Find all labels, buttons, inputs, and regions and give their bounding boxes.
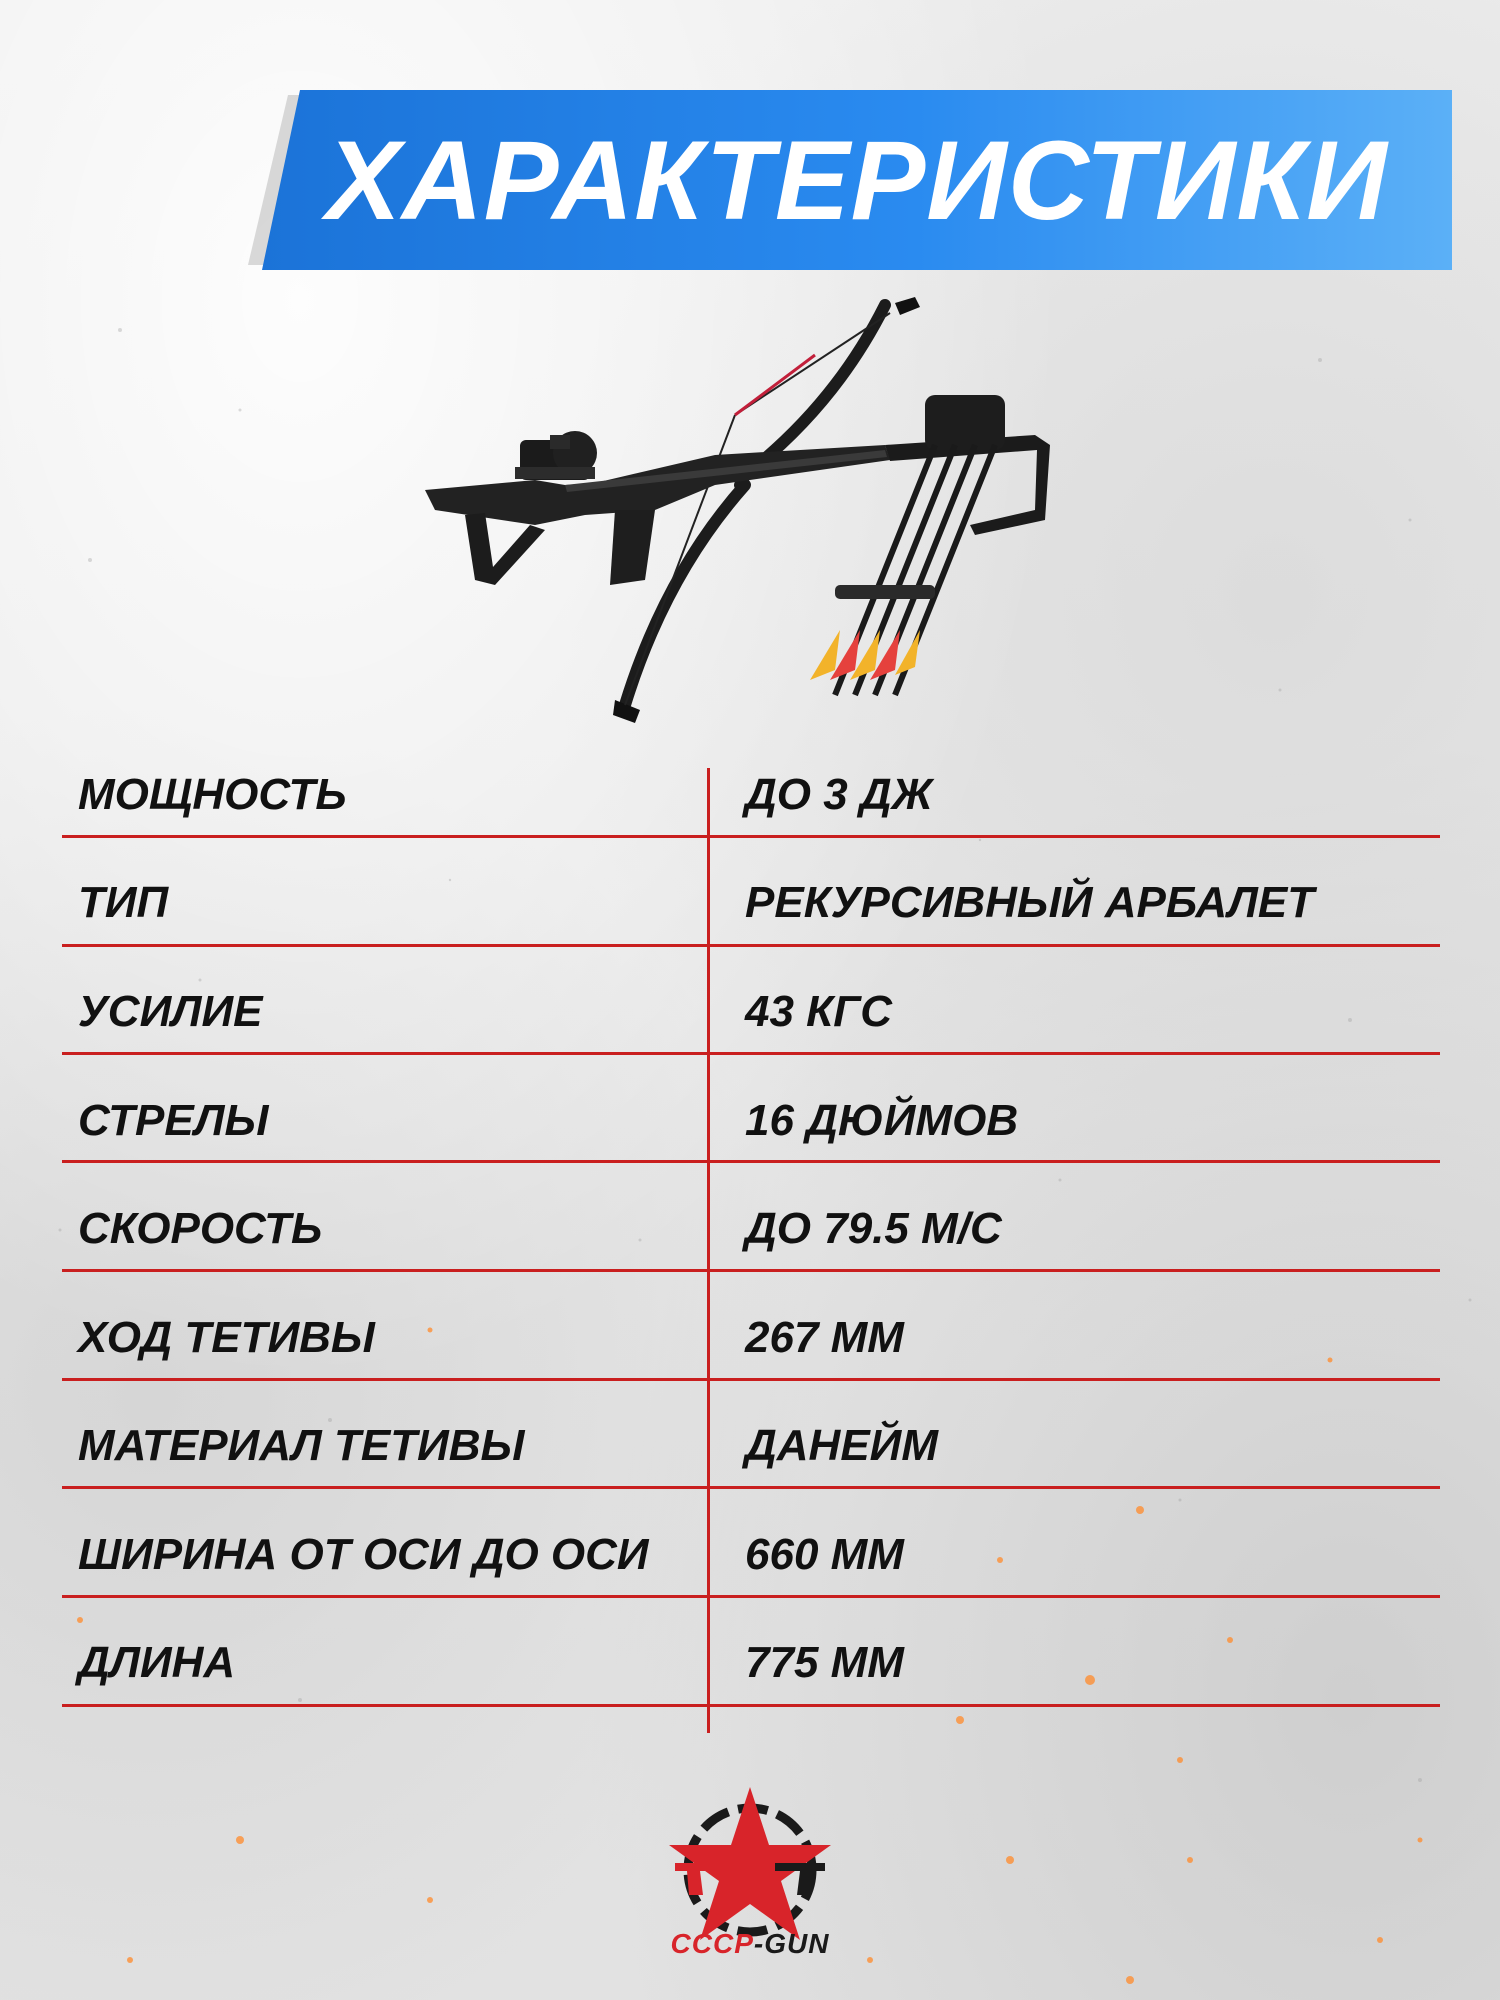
brand-name-part2: -GUN <box>753 1928 830 1959</box>
row-separator <box>62 1052 1440 1055</box>
spec-label-string-material: МАТЕРИАЛ ТЕТИВЫ <box>78 1421 525 1470</box>
spec-label-axle-width: ШИРИНА ОТ ОСИ ДО ОСИ <box>78 1530 649 1579</box>
row-separator <box>62 1269 1440 1272</box>
row-separator <box>62 1378 1440 1381</box>
spec-value-speed: ДО 79.5 М/С <box>745 1204 1002 1253</box>
brand-logo-text <box>655 1928 845 1960</box>
row-separator <box>62 835 1440 838</box>
row-separator <box>62 944 1440 947</box>
spec-value-axle-width: 660 ММ <box>745 1530 904 1579</box>
spec-value-string-material: ДАНЕЙМ <box>745 1421 938 1470</box>
spec-label-draw-weight: УСИЛИЕ <box>78 987 263 1036</box>
spec-value-arrows: 16 ДЮЙМОВ <box>745 1096 1019 1145</box>
spec-value-type: РЕКУРСИВНЫЙ АРБАЛЕТ <box>745 878 1315 927</box>
page-title: ХАРАКТЕРИСТИКИ <box>326 117 1388 243</box>
spec-label-arrows: СТРЕЛЫ <box>78 1096 269 1145</box>
spec-label-power-stroke: ХОД ТЕТИВЫ <box>78 1313 375 1362</box>
row-separator <box>62 1486 1440 1489</box>
spec-value-power-stroke: 267 ММ <box>745 1313 904 1362</box>
brand-name-part1: СССР <box>670 1928 754 1959</box>
spec-label-type: ТИП <box>78 878 169 927</box>
spec-label-length: ДЛИНА <box>78 1638 236 1687</box>
spec-label-power: МОЩНОСТЬ <box>78 770 347 819</box>
spec-value-power: ДО 3 ДЖ <box>745 770 933 819</box>
row-separator <box>62 1160 1440 1163</box>
row-separator <box>62 1704 1440 1707</box>
row-separator <box>62 1595 1440 1598</box>
spec-label-speed: СКОРОСТЬ <box>78 1204 323 1253</box>
spec-value-draw-weight: 43 КГС <box>745 987 892 1036</box>
spec-value-length: 775 ММ <box>745 1638 904 1687</box>
table-divider <box>707 768 710 1733</box>
